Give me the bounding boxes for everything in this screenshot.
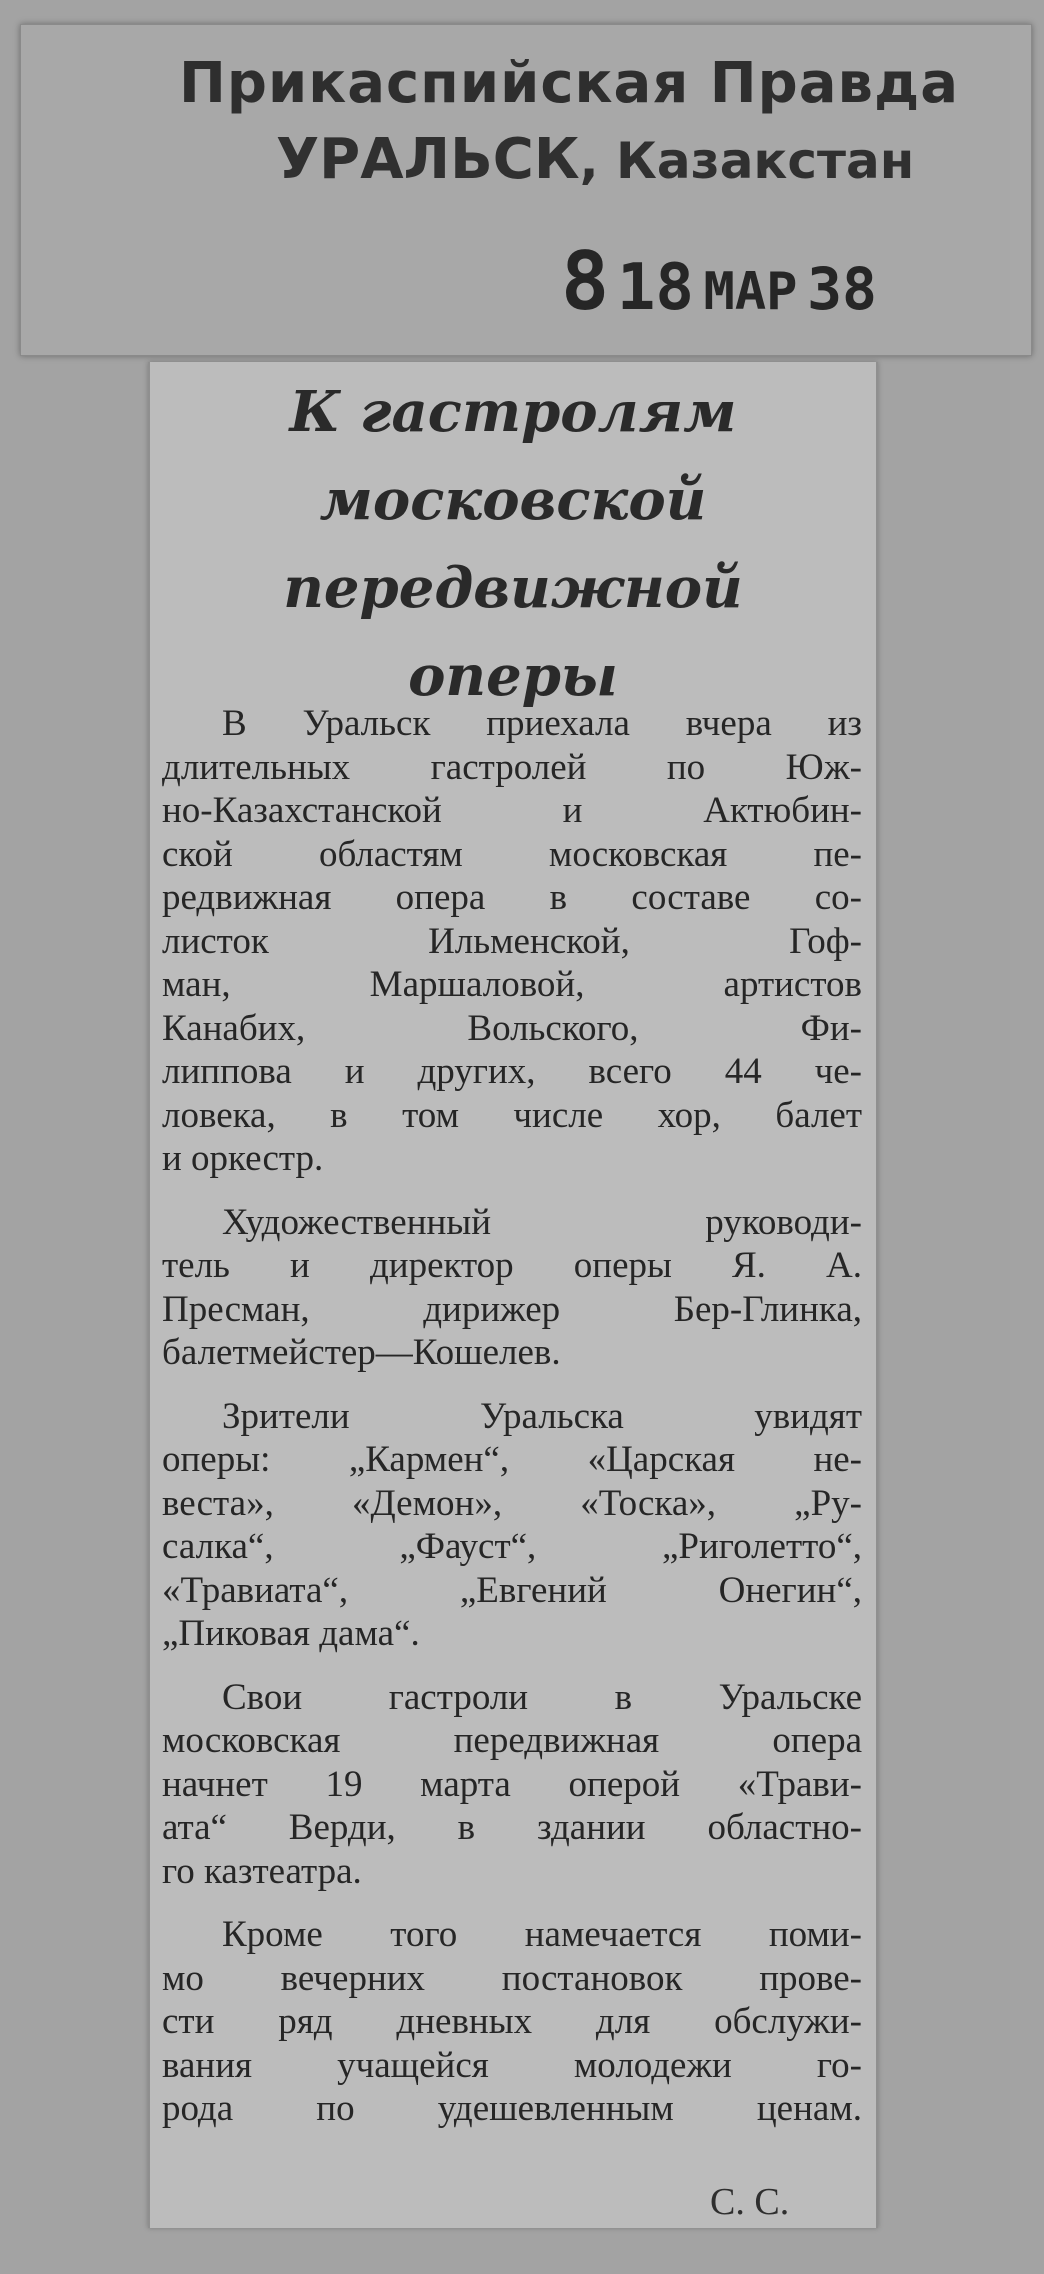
text-line: Пресман, дирижер Бер-Глинка, — [162, 1288, 862, 1330]
headline-line: К гастролям — [289, 379, 737, 445]
text-line: мо вечерних постановок прове- — [162, 1957, 862, 1999]
article-body — [162, 702, 862, 2131]
text-line: Свои гастроли в Уральске — [222, 1676, 862, 1718]
article-paragraph — [162, 1395, 862, 1656]
author-signature: С. С. — [710, 2181, 790, 2223]
newspaper-name: Прикаспийская Правда — [179, 51, 959, 116]
text-line: веста», «Демон», «Тоска», „Ру- — [162, 1482, 862, 1524]
text-line: и оркестр. — [162, 1138, 324, 1179]
text-line: „Пиковая дама“. — [162, 1613, 420, 1654]
headline-line: московской — [319, 467, 707, 533]
headline-line: оперы — [408, 643, 618, 709]
text-line: Зрители Уральска увидят — [222, 1395, 862, 1437]
text-line: Канабих, Вольского, Фи- — [162, 1007, 862, 1049]
text-line: но-Казахстанской и Актюбин- — [162, 790, 862, 831]
text-line: го казтеатра. — [162, 1850, 362, 1892]
stamp-month: МАР — [703, 262, 798, 322]
text-line: листок Ильменской, Гоф- — [162, 920, 862, 962]
text-line: рода по удешевленным ценам. — [162, 2088, 862, 2129]
text-line: начнет 19 марта оперой «Трави- — [162, 1763, 862, 1805]
text-line: ловека, в том числе хор, балет — [162, 1094, 862, 1136]
stamp-city: УРАЛЬСК — [276, 127, 580, 192]
newspaper-stamp — [20, 24, 1032, 356]
stamp-country: , Казакстан — [579, 132, 915, 190]
text-line: московская передвижная опера — [162, 1720, 862, 1761]
stamp-year: 38 — [807, 255, 877, 323]
stamp-day: 18 — [616, 251, 694, 325]
article-paragraph — [162, 702, 862, 1181]
text-line: В Уральск приехала вчера из — [222, 703, 862, 744]
stamp-number: 8 — [561, 235, 608, 328]
text-line: липпова и других, всего 44 че- — [162, 1051, 862, 1092]
stamp-date — [561, 235, 877, 328]
text-line: салка“, „Фауст“, „Риголетто“, — [162, 1526, 862, 1567]
text-line: «Травиата“, „Евгений Онегин“, — [162, 1569, 862, 1611]
text-line: вания учащейся молодежи го- — [162, 2044, 862, 2086]
article-headline — [150, 368, 876, 720]
newspaper-clipping — [148, 362, 878, 2228]
text-line: оперы: „Кармен“, «Царская не- — [162, 1439, 862, 1480]
text-line: редвижная опера в составе со- — [162, 877, 862, 918]
text-line: Кроме того намечается поми- — [222, 1914, 862, 1955]
article-paragraph — [162, 1913, 862, 2131]
text-line: длительных гастролей по Юж- — [162, 746, 862, 788]
text-line: тель и директор оперы Я. А. — [162, 1245, 862, 1286]
headline-line: передвижной — [283, 555, 743, 621]
text-line: ман, Маршаловой, артистов — [162, 964, 862, 1005]
text-line: ата“ Верди, в здании областно- — [162, 1807, 862, 1848]
article-paragraph — [162, 1676, 862, 1894]
article-paragraph — [162, 1201, 862, 1375]
text-line: Художественный руководи- — [222, 1201, 862, 1243]
stamp-location — [276, 127, 914, 192]
text-line: балетмейстер—Кошелев. — [162, 1332, 561, 1373]
text-line: ской областям московская пе- — [162, 833, 862, 875]
text-line: сти ряд дневных для обслужи- — [162, 2001, 862, 2042]
